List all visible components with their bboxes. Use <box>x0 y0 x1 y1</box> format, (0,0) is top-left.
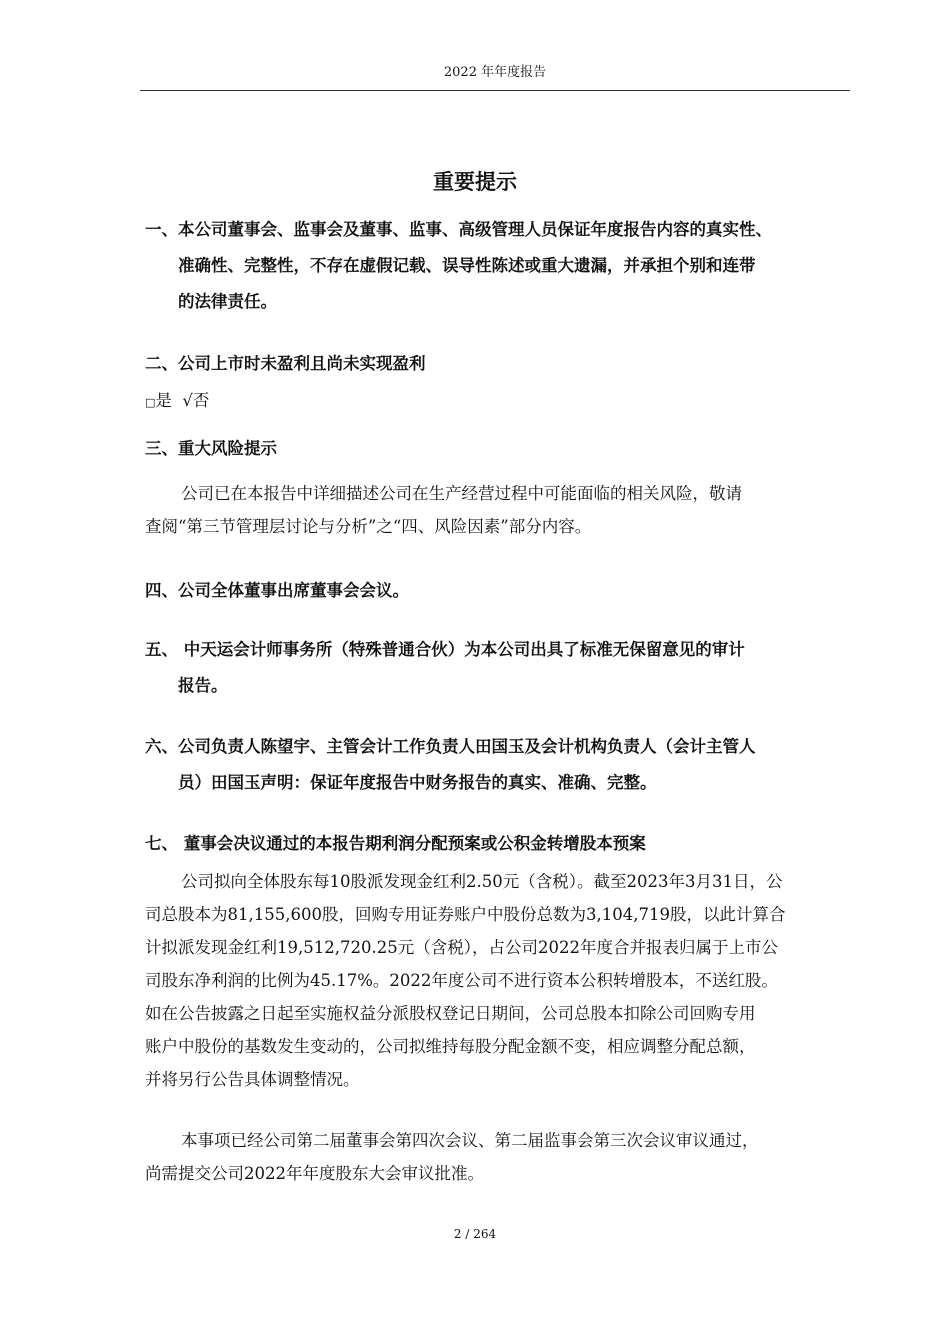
checkmark-icon: √ <box>182 391 193 410</box>
item-4 <box>145 573 850 609</box>
header-title: 2022 年年度报告 <box>443 65 547 80</box>
item-1-line: 准确性、完整性，不存在虚假记载、误导性陈述或重大遗漏，并承担个别和连带 <box>178 256 756 275</box>
item-2-heading-text: 二、公司上市时未盈利且尚未实现盈利 <box>145 354 426 373</box>
option-yes-label: 是 <box>155 391 172 410</box>
item-2-heading <box>145 346 850 382</box>
body-line: 查阅“第三节管理层讨论与分析”之“四、风险因素”部分内容。 <box>145 517 592 536</box>
option-no-label: 否 <box>192 391 210 410</box>
body-line: 如在公告披露之日起至实施权益分派股权登记日期间，公司总股本扣除公司回购专用 <box>145 1004 756 1023</box>
body-line: 账户中股份的基数发生变动的，公司拟维持每股分配金额不变，相应调整分配总额， <box>145 1037 756 1056</box>
item-4-text: 四、公司全体董事出席董事会会议。 <box>145 581 409 600</box>
body-line: 本事项已经公司第二届董事会第四次会议、第二届监事会第三次会议审议通过， <box>181 1131 759 1150</box>
body-line: 计拟派发现金红利19,512,720.25元（含税），占公司2022年度合并报表归属于上市公 <box>145 938 778 957</box>
body-line: 公司已在本报告中详细描述公司在生产经营过程中可能面临的相关风险，敬请 <box>181 484 742 503</box>
section-heading: 重要提示 <box>433 170 517 194</box>
item-7-para-1 <box>145 865 850 1096</box>
page-number: 2 / 264 <box>453 1227 497 1241</box>
item-5-line: 五、 中天运会计师事务所（特殊普通合伙）为本公司出具了标准无保留意见的审计 <box>145 640 745 659</box>
item-1 <box>145 212 850 320</box>
item-5-line: 报告。 <box>178 676 228 695</box>
item-6-line: 员）田国玉声明：保证年度报告中财务报告的真实、准确、完整。 <box>178 773 657 792</box>
body-line: 公司拟向全体股东每10股派发现金红利2.50元（含税）。截至2023年3月31日，公 <box>181 872 783 891</box>
item-7-para-2 <box>145 1124 850 1190</box>
item-5 <box>145 632 850 704</box>
item-3-body <box>145 477 850 543</box>
checkbox-icon: □ <box>145 396 156 409</box>
body-line: 尚需提交公司2022年年度股东大会审议批准。 <box>145 1164 484 1183</box>
item-3-heading <box>145 431 850 467</box>
page-header <box>140 64 850 91</box>
item-2-options <box>145 383 850 419</box>
body-line: 并将另行公告具体调整情况。 <box>145 1070 360 1089</box>
item-1-line: 的法律责任。 <box>178 292 277 311</box>
item-3-heading-text: 三、重大风险提示 <box>145 439 277 458</box>
item-7-heading <box>145 826 850 862</box>
item-6-line: 六、公司负责人陈望宇、主管会计工作负责人田国玉及会计机构负责人（会计主管人 <box>145 737 756 756</box>
item-7-heading-text: 七、 董事会决议通过的本报告期利润分配预案或公积金转增股本预案 <box>145 834 646 853</box>
item-6 <box>145 729 850 801</box>
body-line: 司总股本为81,155,600股，回购专用证券账户中股份总数为3,104,719股，以此计算合 <box>145 905 786 924</box>
item-1-line: 一、本公司董事会、监事会及董事、监事、高级管理人员保证年度报告内容的真实性、 <box>145 220 772 239</box>
body-line: 司股东净利润的比例为45.17%。2022年度公司不进行资本公积转增股本，不送红股。 <box>145 971 778 990</box>
